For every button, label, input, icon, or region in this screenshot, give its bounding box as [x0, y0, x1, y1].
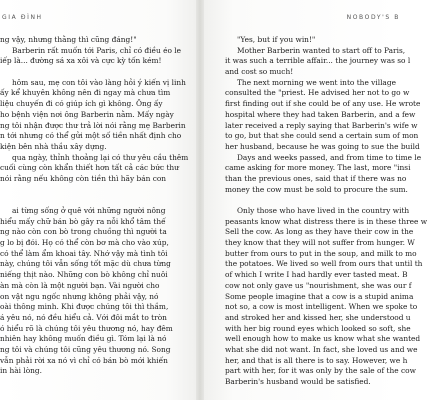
- text-line: niếng thịt nào. Những con bò không chỉ nuôi: [0, 270, 168, 280]
- text-line: [225, 195, 400, 206]
- right-page: [204, 0, 427, 400]
- text-line: g lo bị đói. Họ có thể còn bơ mà cho vào xúp,: [0, 238, 169, 248]
- text-line: Barberin rất muốn tới Paris, chỉ có điều éo le: [12, 45, 182, 55]
- text-line: ng nào còn con bò trong chuồng thì người ta: [0, 227, 167, 237]
- text-line: hôm sau, mẹ con tôi vào làng hỏi ý kiến vị linh: [12, 77, 186, 87]
- page-gutter: [196, 0, 204, 400]
- left-page-text: [0, 35, 189, 377]
- text-line: oài thông minh. Khi được chúng tôi thì thầm,: [0, 302, 169, 312]
- text-line: cow not only gave us "nourishment, she was our f: [225, 280, 412, 290]
- text-line: [0, 195, 186, 206]
- text-line: ho bệnh viện nơi ông Barberin nằm. Mấy ngày: [0, 109, 174, 119]
- text-line: àn mà còn là một người bạn. Vài người cho: [0, 280, 160, 290]
- text-line: liệu chuyến đi có giúp ích gì không. Ông ấy: [0, 99, 163, 109]
- text-line: á yêu nó, nó đều hiểu cả. Với đôi mắt to tròn: [0, 312, 167, 322]
- text-line: to go, but that she could send a certain sum of mon: [225, 131, 419, 141]
- text-line: The next morning we went into the village: [237, 77, 396, 87]
- right-page-text: [225, 35, 427, 388]
- text-line: [0, 67, 186, 78]
- text-line: and stroked her and kissed her, she understood u: [225, 312, 411, 322]
- text-line: her, and that is all there is to say. However, we h: [225, 355, 408, 365]
- text-line: ó hiểu rõ là chúng tôi yêu thương nó, hay đêm: [0, 323, 173, 333]
- text-line: "Yes, but if you win!": [237, 35, 316, 44]
- text-line: ấy kể khuyên không nên đi ngay mà chưa tìm: [0, 88, 171, 98]
- text-line: nhiên hay không muốn điều gì. Tóm lại là nó: [0, 334, 167, 344]
- text-line: nói rằng nếu không còn tiền thì hãy bán con: [0, 173, 167, 183]
- text-line: cuối cùng còn khẩn thiết hơn tất cả các bức thư: [0, 163, 179, 173]
- text-line: iếp là... đường sá xa xôi và cực kỳ tốn kém!: [0, 56, 162, 66]
- text-line: Only those who have lived in the country with: [237, 206, 410, 215]
- text-line: later received a reply saying that Barberin's wife w: [225, 120, 418, 130]
- text-line: than the previous ones, said that if there was no: [225, 173, 407, 183]
- text-line: ng vậy, nhưng thằng thì cũng đáng!": [0, 35, 137, 44]
- text-line: Days and weeks passed, and from time to time le: [237, 152, 422, 162]
- text-line: well enough how to make us know what she wanted: [225, 334, 421, 344]
- text-line: qua ngày, thỉnh thoảng lại có thư yêu cầu thêm: [12, 152, 189, 162]
- text-line: with her big round eyes which looked so soft, she: [225, 323, 411, 333]
- text-line: Sell the cow. As long as they have their cow in the: [225, 227, 414, 237]
- text-line: in hài lòng.: [0, 366, 43, 376]
- text-line: ai từng sống ở quê với những người nông: [12, 206, 166, 215]
- text-line: money the cow must be sold to procure the sum.: [225, 184, 408, 194]
- text-line: consulted the "priest. He advised her not to go w: [225, 88, 410, 98]
- text-line: part with her, for it was only by the sale of the cow: [225, 366, 416, 376]
- text-line: butter from ours to put in the soup, and milk to mo: [225, 248, 417, 258]
- text-line: hiểu mấy chữ bán bò gây ra nỗi khổ tâm thế: [0, 216, 166, 226]
- text-line: first finding out if she could be of any use. He wrote: [225, 99, 421, 109]
- running-head-right: NOBODY'S B: [346, 14, 400, 21]
- text-line: Barberin's husband would be satisfied.: [225, 377, 371, 386]
- text-line: the potatoes. We lived so well from ours that until th: [225, 259, 423, 269]
- text-line: what she did not want. In fact, she loved us and we: [225, 344, 418, 354]
- text-line: peasants know what distress there is in these three w: [225, 216, 427, 226]
- text-line: on vật ngu ngốc nhưng không phải vậy, nó: [0, 291, 159, 301]
- text-line: not so, a cow is most intelligent. When we spoke to: [225, 302, 418, 312]
- running-head-left: GIA ĐÌNH: [2, 14, 43, 21]
- text-line: of which I write I had hardly ever tasted meat. B: [225, 270, 408, 280]
- left-page: [0, 0, 196, 400]
- text-line: [0, 185, 186, 196]
- text-line: they know that they will not suffer from hunger. W: [225, 238, 415, 248]
- text-line: vẫn phải rời xa nó vì chỉ có bán bò mới khiến: [0, 355, 168, 365]
- text-line: có thể làm ẩm khoai tây. Nhớ vậy mà tình tôi: [0, 248, 168, 258]
- text-line: kiện bên nhà thầu xây dựng.: [0, 141, 107, 151]
- text-line: Mother Barberin wanted to start off to Paris,: [237, 45, 406, 55]
- text-line: ng tôi và chúng tôi cũng yêu thương nó. Song: [0, 344, 171, 354]
- text-line: came asking for more money. The last, more "insi: [225, 163, 411, 173]
- text-line: ng tôi nhận được thư trả lời nói rằng mẹ Barberin: [0, 120, 186, 130]
- text-line: hospital where they had taken Barberin, and a few: [225, 109, 416, 119]
- text-line: này, chúng tôi vẫn sống tốt mặc dù chưa từng: [0, 259, 171, 269]
- text-line: n tới nhưng có thể gửi một số tiền nhất định cho: [0, 131, 182, 141]
- text-line: Some people imagine that a cow is a stupid anima: [225, 291, 414, 301]
- text-line: it was such a terrible affair... the journey was so l: [225, 56, 411, 66]
- text-line: her husband, because he was going to sue the build: [225, 141, 420, 151]
- text-line: and cost so much!: [225, 67, 294, 77]
